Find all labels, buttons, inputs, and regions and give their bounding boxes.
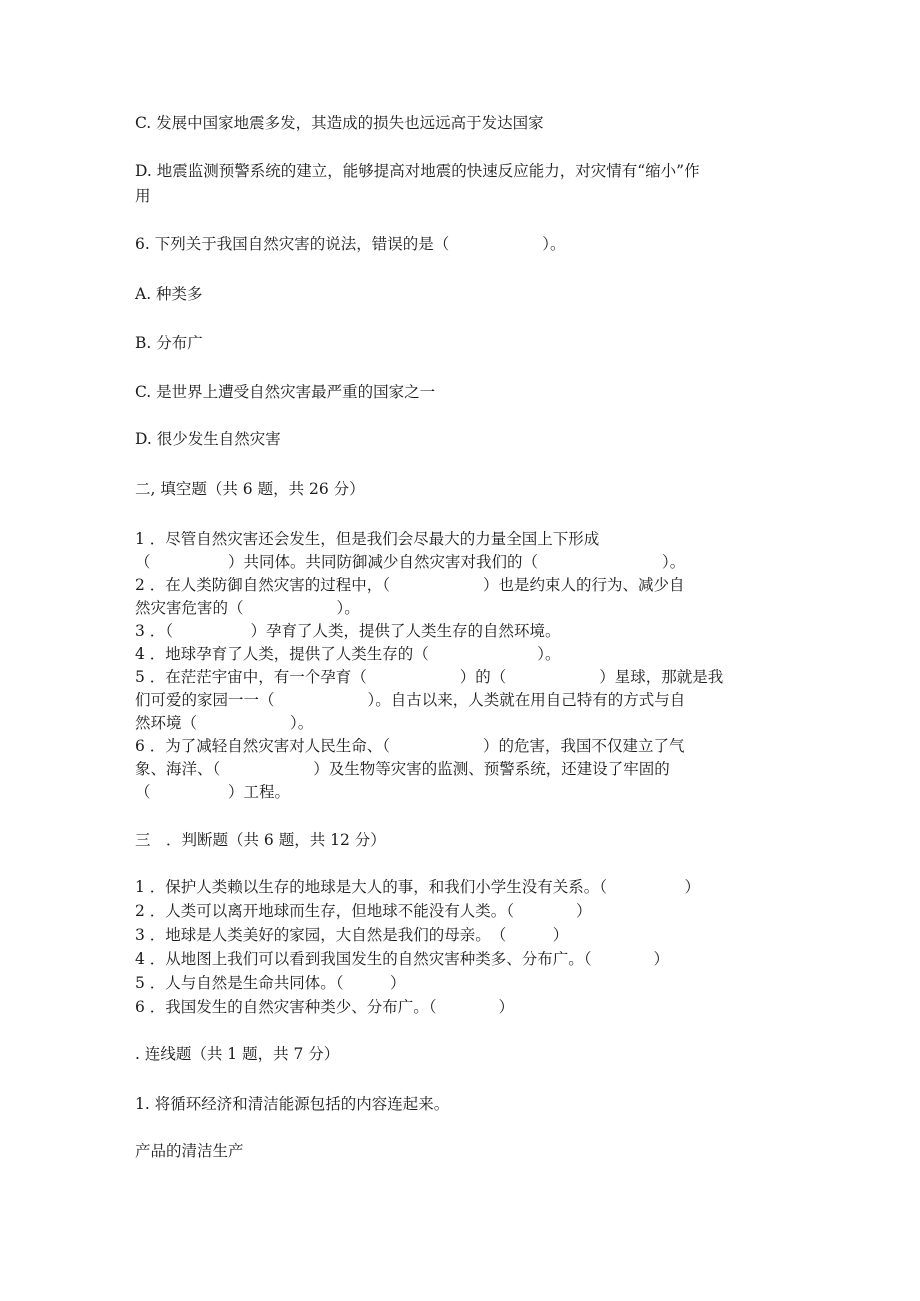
question-5-option-d-line-2: 用 (135, 187, 151, 205)
fill-blank-line: 6 ．为了减轻自然灾害对人民生命、（ ）的危害，我国不仅建立了气 (135, 737, 685, 755)
fill-blank-line: （ ）工程。 (135, 783, 291, 801)
fill-blank-line: 2 ．在人类防御自然灾害的过程中，（ ）也是约束人的行为、减少自 (135, 576, 685, 594)
section-matching-heading: . 连线题（共 1 题，共 7 分） (135, 1045, 340, 1063)
fill-blank-line: 然环境（ ）。 (135, 714, 314, 732)
judgment-line: 3 ．地球是人类美好的家园，大自然是我们的母亲。 （ ） (135, 926, 569, 944)
question-6-option-a: A. 种类多 (135, 285, 203, 303)
fill-blank-line: 3 ．（ ）孕育了人类，提供了人类生存的自然环境。 (135, 622, 561, 640)
matching-item: 产品的清洁生产 (135, 1142, 244, 1160)
judgment-line: 6 ．我国发生的自然灾害种类少、分布广。（ ） (135, 998, 515, 1016)
fill-blank-line: 5 ．在茫茫宇宙中，有一个孕育（ ）的（ ）星球，那就是我 (135, 668, 724, 686)
judgment-line: 2 ．人类可以离开地球而生存，但地球不能没有人类。（ ） (135, 902, 592, 920)
section-judgment-heading: 三 ．判断题（共 6 题，共 12 分） (135, 831, 386, 849)
question-5-option-d-line-1: D. 地震监测预警系统的建立，能够提高对地震的快速反应能力，对灾情有“缩小”作 (135, 162, 700, 180)
question-6-option-b: B. 分布广 (135, 334, 203, 352)
fill-blank-line: 然灾害危害的（ ）。 (135, 599, 360, 617)
fill-blank-line: 象、海洋、（ ）及生物等灾害的监测、预警系统，还建设了牢固的 (135, 760, 670, 778)
question-6-stem: 6. 下列关于我国自然灾害的说法，错误的是（ ）。 (135, 235, 566, 253)
question-6-option-d: D. 很少发生自然灾害 (135, 430, 281, 448)
judgment-line: 5 ．人与自然是生命共同体。（ ） (135, 974, 406, 992)
judgment-line: 4 ．从地图上我们可以看到我国发生的自然灾害种类多、分布广。（ ） (135, 950, 670, 968)
question-6-option-c: C. 是世界上遭受自然灾害最严重的国家之一 (135, 383, 436, 401)
judgment-line: 1 ．保护人类赖以生存的地球是大人的事，和我们小学生没有关系。（ ） (135, 878, 701, 896)
section-fill-blank-heading: 二, 填空题（共 6 题，共 26 分） (135, 480, 365, 498)
fill-blank-line: 1 ．尽管自然灾害还会发生，但是我们会尽最大的力量全国上下形成 (135, 530, 600, 548)
question-5-option-c: C. 发展中国家地震多发，其造成的损失也远远高于发达国家 (135, 114, 544, 132)
matching-question-1: 1. 将循环经济和清洁能源包括的内容连起来。 (135, 1095, 450, 1113)
fill-blank-line: 4 ．地球孕育了人类，提供了人类生存的（ ）。 (135, 645, 561, 663)
fill-blank-line: 们可爱的家园一一（ ）。自古以来，人类就在用自己特有的方式与自 (135, 691, 686, 709)
fill-blank-line: （ ）共同体。共同防御减少自然灾害对我们的（ ）。 (135, 553, 686, 571)
